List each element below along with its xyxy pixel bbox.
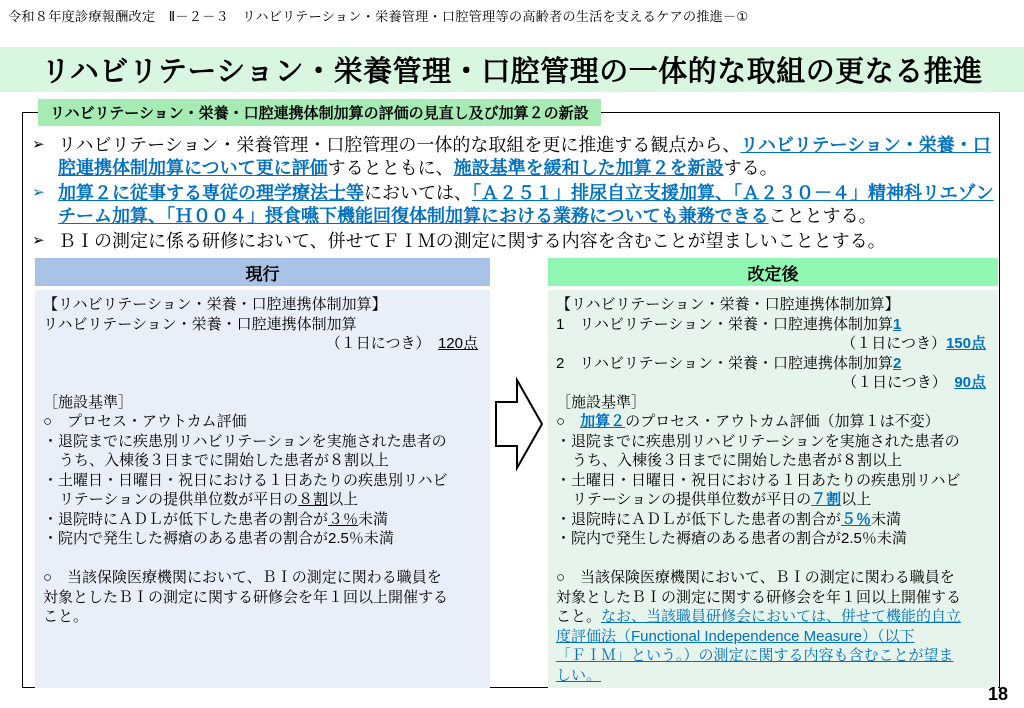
text-segment: ＢＩの測定に係る研修において、併せてＦＩＭの測定に関する内容を含むことが望ましいこととする。 — [58, 231, 886, 251]
text-segment: 施設基準を緩和した加算２を新設 — [453, 157, 724, 178]
text-segment: 加算２に従事する専従の理学療法士等 — [58, 183, 364, 203]
text-segment: （１日につき） — [325, 335, 438, 352]
text-segment: ○ 当該保険医療機関において、ＢＩの測定に関わる職員を — [43, 569, 442, 586]
text-segment: 対象としたＢＩの測定に関する研修会を年１回以上開催する — [556, 588, 962, 606]
text-segment: ・退院時にＡＤＬが低下した患者の割合が — [556, 510, 842, 528]
text-segment: ○ — [556, 413, 581, 430]
text-segment: うち、入棟後３日までに開始した患者が８割以上 — [572, 452, 903, 469]
text-line — [43, 295, 482, 315]
text-segment: ・土曜日・日曜日・祝日における１日あたりの疾患別リハビ — [556, 471, 961, 489]
text-line — [43, 588, 482, 608]
text-segment: なお、当該職員研修会においては、併せて機能的自立 — [601, 608, 962, 625]
text-segment: 対象としたＢＩの測定に関する研修会を年１回以上開催する — [43, 588, 449, 606]
current-column — [35, 258, 490, 688]
text-segment: 120点 — [437, 335, 478, 352]
text-line — [43, 412, 482, 432]
text-line — [43, 510, 482, 530]
text-line — [43, 432, 482, 452]
current-column-body — [35, 290, 490, 688]
text-segment: リテーションの提供単位数が平日の — [59, 491, 299, 508]
text-segment: 2 リハビリテーション・栄養・口腔連携体制加算 — [556, 354, 893, 372]
text-segment: ○ 当該保険医療機関において、ＢＩの測定に関わる職員を — [556, 569, 955, 586]
text-segment: ・院内で発生した褥瘡のある患者の割合が2.5％未満 — [43, 530, 394, 547]
revised-column — [548, 258, 998, 688]
text-segment: ・退院までに疾患別リハビリテーションを実施された患者の — [556, 432, 960, 450]
text-segment: ○ プロセス・アウトカム評価 — [43, 413, 247, 430]
text-segment: こと。 — [556, 608, 602, 625]
text-segment: リテーションの提供単位数が平日の — [572, 491, 812, 508]
text-segment: ・退院時にＡＤＬが低下した患者の割合が — [43, 510, 329, 528]
bullet-list — [32, 134, 996, 256]
text-segment: ［施設基準］ — [43, 393, 134, 411]
text-segment: （１日につき） — [842, 374, 955, 391]
text-segment: 加算２ — [580, 413, 626, 430]
text-line — [556, 568, 990, 588]
text-segment: リハビリテーション・栄養管理・口腔管理の一体的な取組を更に推進する観点から、 — [58, 135, 741, 155]
text-line — [556, 627, 990, 647]
text-segment: 以上 — [841, 491, 872, 508]
text-segment: ・院内で発生した褥瘡のある患者の割合が2.5％未満 — [556, 530, 907, 547]
text-line — [556, 373, 990, 393]
title-banner — [0, 47, 1024, 92]
document-header: 令和８年度診療報酬改定 Ⅱ－２－３ リハビリテーション・栄養管理・口腔管理等の高齢者の生活を支えるケアの推進－① — [8, 9, 749, 24]
text-line — [556, 666, 990, 686]
text-line — [43, 334, 482, 354]
arrow-gap — [490, 258, 548, 688]
text-segment: 【リハビリテーション・栄養・口腔連携体制加算】 — [556, 296, 900, 313]
text-line — [43, 607, 482, 627]
text-segment: リハビリテーション・栄養・口腔連携体制加算について更に評価 — [58, 135, 991, 178]
text-segment: 以上 — [328, 491, 359, 508]
text-segment: 未満 — [871, 510, 902, 528]
text-line — [556, 412, 990, 432]
text-segment: うち、入棟後３日までに開始した患者が８割以上 — [59, 452, 390, 469]
comparison-columns — [35, 258, 998, 688]
text-line — [43, 471, 482, 491]
bullet-item — [32, 134, 996, 179]
text-segment: こととする。 — [768, 205, 877, 226]
text-line — [43, 373, 482, 393]
text-segment: 未満 — [358, 510, 389, 528]
bullet-arrow-icon: ➢ — [32, 232, 45, 249]
text-segment: ［施設基準］ — [556, 393, 647, 411]
bullet-text — [58, 182, 996, 227]
text-line — [43, 451, 482, 471]
text-line — [556, 490, 990, 510]
text-segment: 「Ａ２５１」排尿自立支援加算、「Ａ２３０－４」精神科リエゾンチーム加算、「Ｈ００４」摂食嚥下機能回復体制加算における業務についても兼務できる — [58, 183, 994, 226]
transition-arrow-icon — [493, 374, 545, 474]
text-line — [556, 334, 990, 354]
text-segment: ５％ — [841, 510, 872, 528]
page-title: リハビリテーション・栄養管理・口腔管理の一体的な取組の更なる推進 — [41, 56, 983, 88]
text-segment: リハビリテーション・栄養・口腔連携体制加算 — [43, 315, 357, 333]
text-line — [556, 471, 990, 491]
text-line — [43, 549, 482, 569]
text-line — [556, 549, 990, 569]
text-line — [43, 315, 482, 335]
text-segment: 「ＦＩＭ」という。）の測定に関する内容も含むことが望ま — [556, 647, 954, 664]
text-segment: ７割 — [811, 491, 842, 508]
text-segment: 【リハビリテーション・栄養・口腔連携体制加算】 — [43, 296, 387, 313]
text-segment: ・土曜日・日曜日・祝日における１日あたりの疾患別リハビ — [43, 471, 448, 489]
text-segment: ３％ — [328, 510, 359, 528]
text-segment: 1 リハビリテーション・栄養・口腔連携体制加算 — [556, 315, 893, 333]
page-number: 18 — [987, 684, 1008, 704]
text-line — [556, 451, 990, 471]
text-line — [43, 393, 482, 413]
text-segment: （１日につき） — [841, 335, 946, 352]
text-segment: 150点 — [945, 335, 986, 352]
text-segment: するとともに、 — [327, 157, 454, 178]
text-segment: する。 — [723, 157, 778, 178]
revised-column-body — [548, 290, 998, 688]
text-line — [43, 529, 482, 549]
text-segment: のプロセス・アウトカム評価（加算１は不変） — [625, 413, 940, 430]
bullet-text — [58, 230, 996, 253]
text-line — [556, 510, 990, 530]
text-line — [556, 607, 990, 627]
text-line — [556, 315, 990, 335]
bullet-arrow-icon: ➢ — [32, 136, 45, 153]
current-column-header: 現行 — [35, 258, 490, 286]
text-line — [43, 568, 482, 588]
bullet-text — [58, 134, 996, 179]
text-segment: 90点 — [954, 374, 986, 391]
bullet-item — [32, 230, 996, 253]
text-segment: においては、 — [364, 183, 472, 203]
text-line — [43, 354, 482, 374]
text-line — [556, 588, 990, 608]
section-label: リハビリテーション・栄養・口腔連携体制加算の評価の見直し及び加算２の新設 — [38, 99, 601, 126]
text-segment: ・退院までに疾患別リハビリテーションを実施された患者の — [43, 432, 447, 450]
revised-column-header: 改定後 — [548, 258, 998, 286]
text-segment: ８割 — [298, 491, 329, 508]
text-line — [556, 529, 990, 549]
text-line — [556, 432, 990, 452]
bullet-item — [32, 182, 996, 227]
text-line — [43, 490, 482, 510]
text-segment: こと。 — [43, 608, 89, 625]
text-segment: 度評価法（Functional Independence Measure）（以下 — [556, 627, 915, 645]
bullet-arrow-icon: ➢ — [32, 184, 45, 201]
text-segment: しい。 — [556, 666, 602, 684]
text-line — [556, 393, 990, 413]
text-segment: 1 — [893, 315, 902, 333]
text-line — [556, 646, 990, 666]
text-segment: 2 — [893, 354, 902, 372]
text-line — [556, 354, 990, 374]
text-line — [556, 295, 990, 315]
